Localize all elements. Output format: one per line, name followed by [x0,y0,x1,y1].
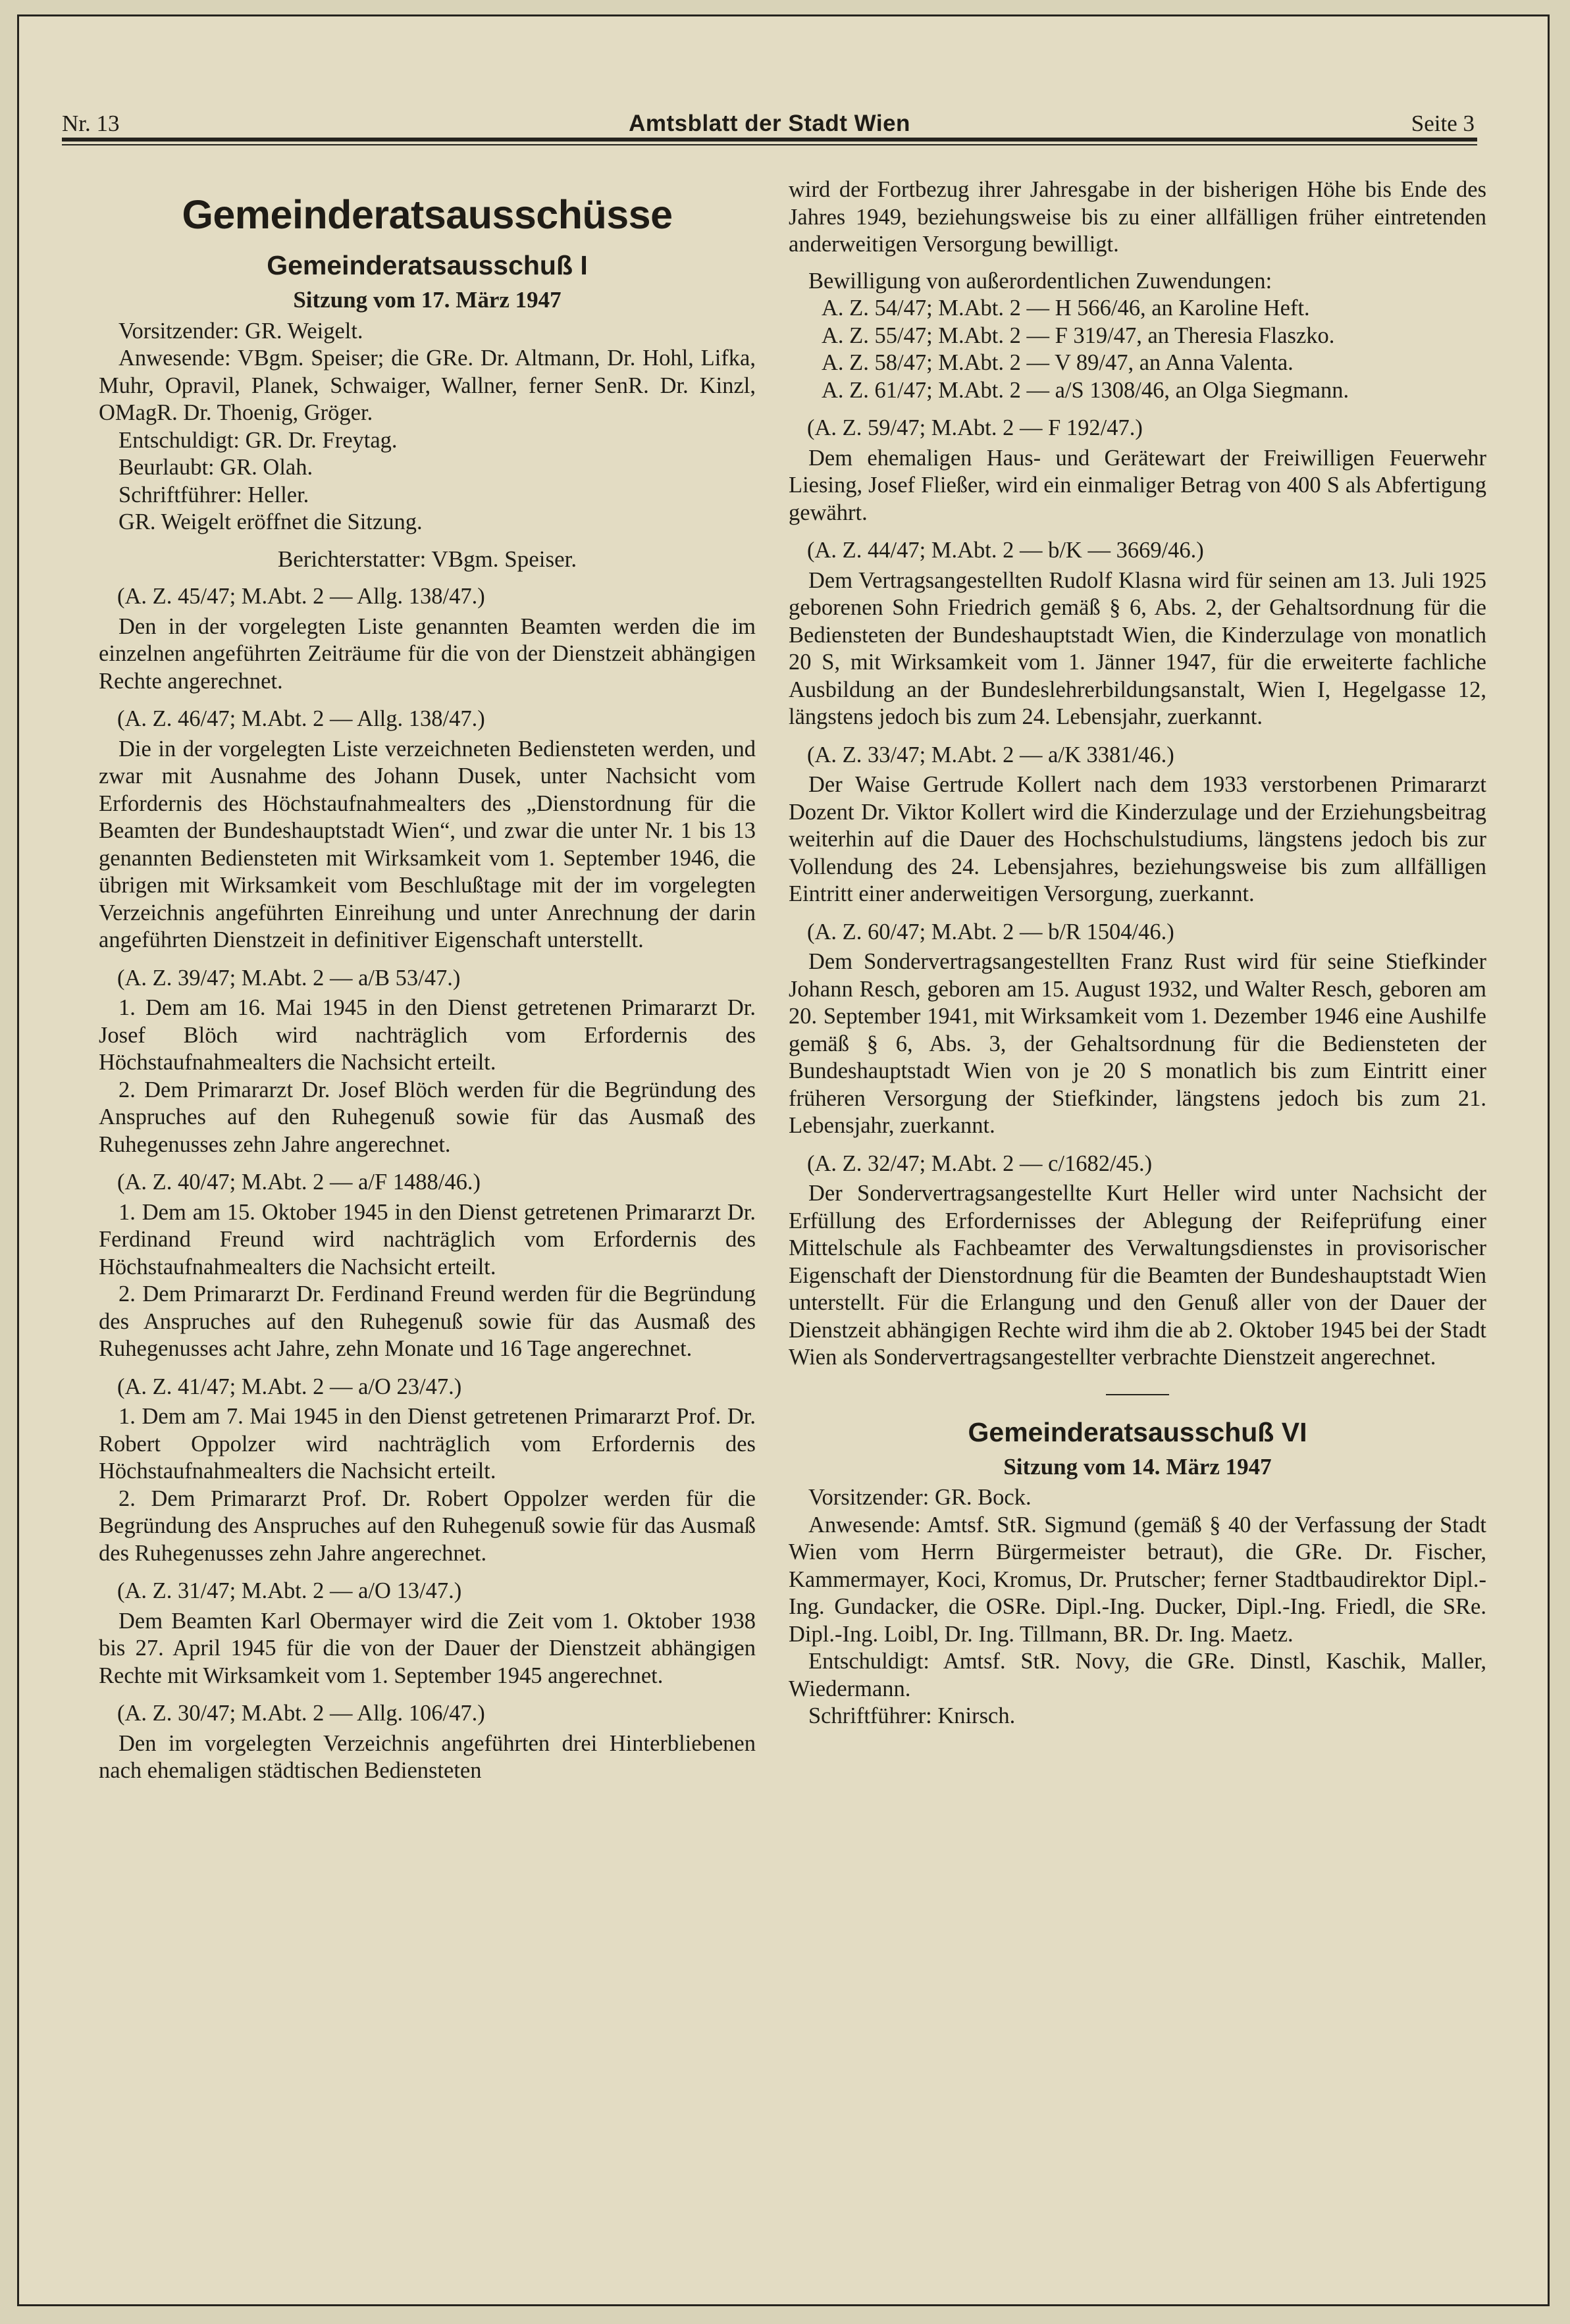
excused-line: Entschuldigt: Amtsf. StR. Novy, die GRe. Dinstl, Kaschik, Maller, Wiedermann. [789,1649,1486,1701]
case-reference: (A. Z. 40/47; M.Abt. 2 — a/F 1488/46.) [117,1170,481,1195]
committee-heading: Gemeinderatsausschuß VI [968,1416,1307,1447]
case-paragraph: 1. Dem am 16. Mai 1945 in den Dienst getretenen Primararzt Dr. Josef Blöch wird nachträglich vom Erfordernis des Höchstaufnahmealters die Nachsicht erteilt. [99,995,756,1075]
case-paragraph: Den in der vorgelegten Liste genannten Beamten werden die im einzelnen angeführten Zeiträume für die von der Dienstzeit abhängigen Rechte angerechnet. [99,613,756,694]
attendees-line: Anwesende: VBgm. Speiser; die GRe. Dr. Altmann, Dr. Hohl, Lifka, Muhr, Opravil, Planek, Schwaiger, Wallner, ferner SenR. Dr. Kinzl, OMagR. Dr. Thoenig, Gröger. [99,346,756,425]
case-paragraph: Der Sondervertragsangestellte Kurt Heller wird unter Nachsicht der Erfüllung des Erfordernisses der Ablegung der Reifeprüfung einer Mittelschule als Fachbeamter des Verwaltungsdienstes in provisorischer Eigenschaft der Dienstordnung für die Beamten der Bundeshauptstadt Wien unterstellt. Für die Erlangung und den Genuß aller von der Dauer der Dienstzeit abhängigen Rechte wird ihm die ab 2. Oktober 1945 bei der Stadt Wien als Sondervertragsangestellter verbrachte Dienstzeit angerechnet. [789,1181,1486,1370]
grants-intro: Bewilligung von außerordentlichen Zuwendungen: [808,268,1272,294]
case-reference: (A. Z. 46/47; M.Abt. 2 — Allg. 138/47.) [117,706,485,731]
publication-title: Amtsblatt der Stadt Wien [629,111,910,136]
case-reference: (A. Z. 30/47; M.Abt. 2 — Allg. 106/47.) [117,1701,485,1726]
case-paragraph: Dem Vertragsangestellten Rudolf Klasna wird für seinen am 13. Juli 1925 geborenen Sohn Friedrich gemäß § 6, Abs. 2, der Gehaltsordnung für die Bediensteten der Bundeshauptstadt Wien, die Kinderzulage von monatlich 20 S, mit Wirksamkeit vom 1. Jänner 1947, für die erweiterte fachliche Ausbildung an der Bundeslehrerbildungsanstalt, Wien I, Hegelgasse 12, längstens jedoch bis zum 24. Lebensjahr, zuerkannt. [789,567,1486,729]
committee-heading: Gemeinderatsausschuß I [267,250,588,280]
chair-line: Vorsitzender: GR. Weigelt. [118,318,363,344]
attendees-line: Anwesende: Amtsf. StR. Sigmund (gemäß § 40 der Verfassung der Stadt Wien vom Herrn Bürgermeister betraut), die GRe. Dr. Fischer, Kammermayer, Koci, Kromus, Dr. Prutscher; ferner Stadtbaudirektor Dipl.-Ing. Gundacker, die OSRe. Dipl.-Ing. Ducker, Dipl.-Ing. Friedl, die SRe. Dipl.-Ing. Loibl, Dr. Ing. Tillmann, BR. Dr. Ing. Maetz. [789,1512,1486,1647]
case-paragraph: 2. Dem Primararzt Dr. Ferdinand Freund werden für die Begründung des Anspruches auf den Ruhegenuß sowie für das Ausmaß des Ruhegenusses acht Jahre, zehn Monate und 16 Tage angerechnet. [99,1281,756,1361]
case-paragraph: Der Waise Gertrude Kollert nach dem 1933 verstorbenen Primararzt Dozent Dr. Viktor Kollert wird die Kinderzulage und der Erziehungsbeitrag weiterhin auf die Dauer des Hochschulstudiums, längstens jedoch bis zur Vollendung des 24. Lebensjahres, beziehungsweise bis zum allfälligen Eintritt einer anderweitigen Versorgung, zuerkannt. [789,772,1486,906]
case-paragraph: Dem ehemaligen Haus- und Gerätewart der Freiwilligen Feuerwehr Liesing, Josef Fließer, wird ein einmaliger Betrag von 400 S als Abfertigung gewährt. [789,445,1486,525]
section-separator [1106,1394,1169,1395]
list-item: A. Z. 55/47; M.Abt. 2 — F 319/47, an Theresia Flaszko. [822,323,1335,348]
case-reference: (A. Z. 45/47; M.Abt. 2 — Allg. 138/47.) [117,584,485,609]
list-item: A. Z. 61/47; M.Abt. 2 — a/S 1308/46, an Olga Siegmann. [822,377,1349,403]
case-reference: (A. Z. 59/47; M.Abt. 2 — F 192/47.) [807,415,1143,440]
header-rule-thin [62,144,1477,145]
case-paragraph: 1. Dem am 15. Oktober 1945 in den Dienst getretenen Primararzt Dr. Ferdinand Freund wird nachträglich vom Erfordernis des Höchstaufnahmealters die Nachsicht erteilt. [99,1199,756,1279]
case-reference: (A. Z. 44/47; M.Abt. 2 — b/K — 3669/46.) [807,538,1204,563]
case-reference: (A. Z. 60/47; M.Abt. 2 — b/R 1504/46.) [807,919,1174,944]
case-paragraph: 1. Dem am 7. Mai 1945 in den Dienst getretenen Primararzt Prof. Dr. Robert Oppolzer wird nachträglich vom Erfordernis des Höchstaufnahmealters die Nachsicht erteilt. [99,1404,756,1484]
case-reference: (A. Z. 39/47; M.Abt. 2 — a/B 53/47.) [117,965,461,991]
header-rule-thick [62,138,1477,142]
case-reference: (A. Z. 41/47; M.Abt. 2 — a/O 23/47.) [117,1374,462,1399]
continued-paragraph: wird der Fortbezug ihrer Jahresgabe in der bisherigen Höhe bis Ende des Jahres 1949, beziehungsweise bis zu einer allfälligen früher eintretenden anderweitigen Versorgung bewilligt. [789,177,1486,257]
secretary-line: Schriftführer: Knirsch. [808,1703,1016,1728]
case-paragraph: Den im vorgelegten Verzeichnis angeführten drei Hinterbliebenen nach ehemaligen städtischen Bediensteten [99,1730,756,1783]
session-date: Sitzung vom 17. März 1947 [293,287,562,313]
section-title: Gemeinderatsausschüsse [182,192,673,237]
case-paragraph: Dem Beamten Karl Obermayer wird die Zeit vom 1. Oktober 1938 bis 27. April 1945 für die von der Dauer der Dienstzeit abhängigen Rechte mit Wirksamkeit vom 1. September 1945 angerechnet. [99,1608,756,1688]
leave-line: Beurlaubt: GR. Olah. [118,455,313,480]
grants-list [789,295,1486,404]
opening-line: GR. Weigelt eröffnet die Sitzung. [118,509,423,534]
list-item: A. Z. 54/47; M.Abt. 2 — H 566/46, an Karoline Heft. [822,296,1310,321]
right-column [789,176,1486,1730]
case-reference: (A. Z. 33/47; M.Abt. 2 — a/K 3381/46.) [807,742,1174,767]
case-paragraph: 2. Dem Primararzt Prof. Dr. Robert Oppolzer werden für die Begründung des Anspruches auf den Ruhegenuß sowie für das Ausmaß des Ruhegenusses zehn Jahre angerechnet. [99,1485,756,1566]
case-reference: (A. Z. 32/47; M.Abt. 2 — c/1682/45.) [807,1150,1153,1176]
session-date: Sitzung vom 14. März 1947 [1003,1453,1272,1480]
case-paragraph: Dem Sondervertragsangestellten Franz Rust wird für seine Stiefkinder Johann Resch, geboren am 15. August 1932, und Walter Resch, geboren am 20. September 1941, mit Wirksamkeit vom 1. Dezember 1946 eine Aushilfe gemäß § 6, Abs. 3, der Gehaltsordnung für die Bediensteten der Bundeshauptstadt Wien von je 20 S monatlich bis zum Eintritt einer früheren Versorgung der Stiefkinder, längstens jedoch bis zum 21. Lebensjahr, zuerkannt. [789,949,1486,1138]
secretary-line: Schriftführer: Heller. [118,482,309,507]
list-item: A. Z. 58/47; M.Abt. 2 — V 89/47, an Anna Valenta. [822,350,1294,375]
issue-number: Nr. 13 [62,111,120,136]
left-column [99,181,756,1785]
reporter-line: Berichterstatter: VBgm. Speiser. [277,546,577,572]
case-paragraph: Die in der vorgelegten Liste verzeichneten Bediensteten werden, und zwar mit Ausnahme des Johann Dusek, unter Nachsicht vom Erfordernis des Höchstaufnahmealters des „Dienstordnung für die Beamten der Bundeshauptstadt Wien“, und zwar die unter Nr. 1 bis 13 genannten Bediensteten mit Wirksamkeit vom 1. September 1946, die übrigen mit Wirksamkeit vom Beschlußtage mit der im vorgelegten Verzeichnis angeführten Einreihung und unter Anrechnung der darin angeführten Dienstzeit in definitiver Eigenschaft unterstellt. [99,736,756,952]
case-paragraph: 2. Dem Primararzt Dr. Josef Blöch werden für die Begründung des Anspruches auf den Ruhegenuß sowie für das Ausmaß des Ruhegenusses zehn Jahre angerechnet. [99,1077,756,1157]
case-reference: (A. Z. 31/47; M.Abt. 2 — a/O 13/47.) [117,1578,462,1603]
chair-line: Vorsitzender: GR. Bock. [808,1485,1032,1510]
page-number: Seite 3 [1411,111,1475,136]
excused-line: Entschuldigt: GR. Dr. Freytag. [118,427,398,453]
